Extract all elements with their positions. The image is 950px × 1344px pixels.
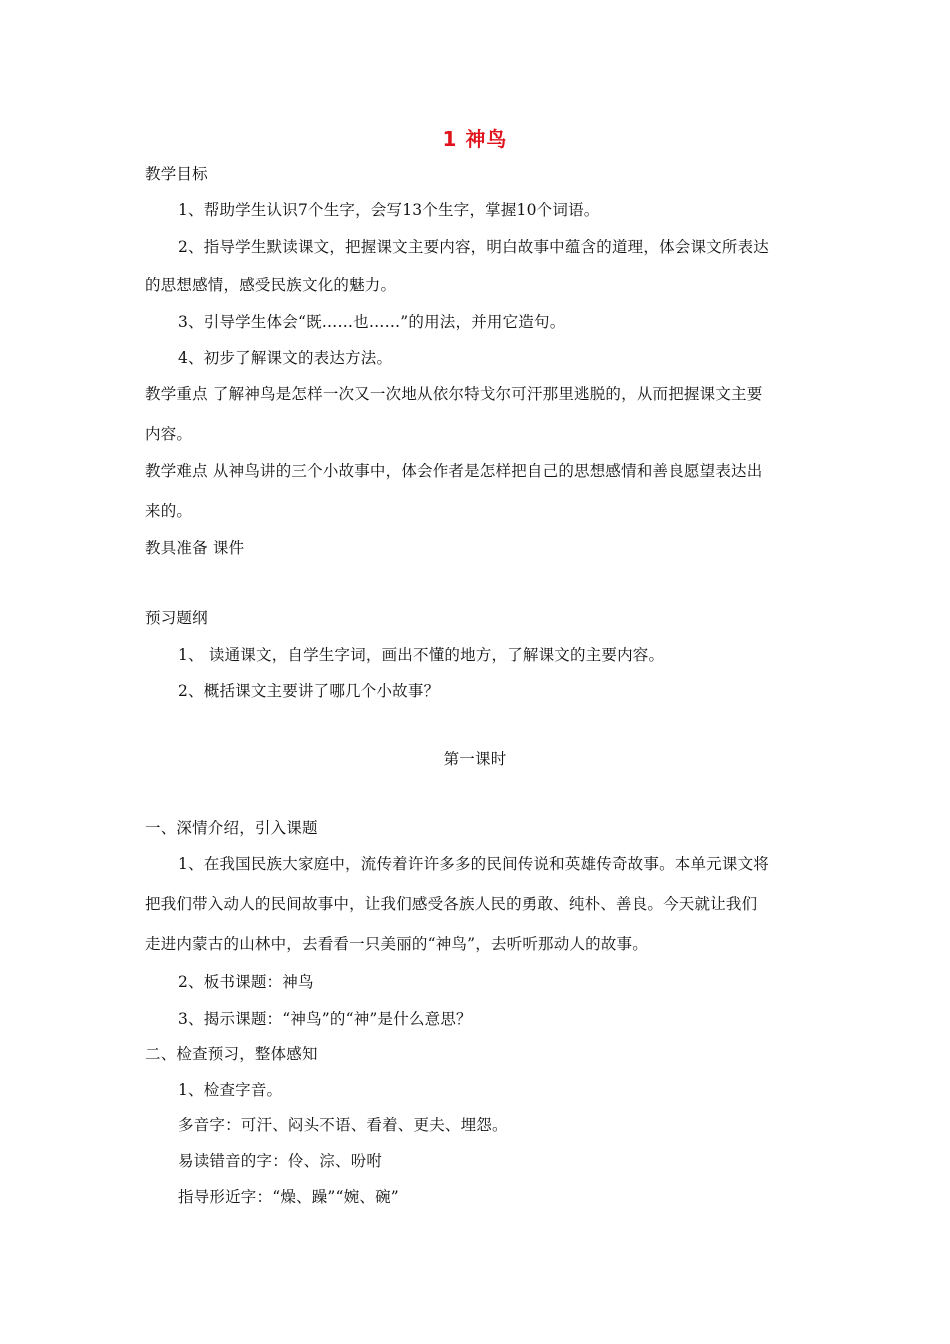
preview-heading: 预习题纲	[145, 609, 208, 627]
section-1-item-3: 3、揭示课题：“神鸟”的“神”是什么意思？	[178, 1010, 472, 1028]
section-1-item-1-line-1: 1、在我国民族大家庭中，流传着许许多多的民间传说和英雄传奇故事。本单元课文将	[178, 855, 769, 873]
preview-item-1: 1、 读通课文，自学生字词，画出不懂的地方，了解课文的主要内容。	[178, 646, 665, 664]
section-1-heading: 一、深情介绍，引入课题	[145, 819, 318, 837]
preview-item-2: 2、概括课文主要讲了哪几个小故事？	[178, 682, 440, 700]
section-2-item-1: 1、检查字音。	[178, 1081, 283, 1099]
lesson-heading: 第一课时	[443, 750, 507, 768]
difficulty-line-2: 来的。	[145, 502, 193, 520]
section-1-item-1-line-3: 走进内蒙古的山林中，去看看一只美丽的“神鸟”，去听听那动人的故事。	[145, 935, 648, 953]
key-point-line-2: 内容。	[145, 425, 193, 443]
similar-chars-line: 指导形近字：“燥、躁”“婉、碗”	[178, 1188, 399, 1206]
misread-chars-line: 易读错音的字：伶、淙、吩咐	[178, 1152, 383, 1170]
key-point-line-1: 教学重点 了解神鸟是怎样一次又一次地从依尔特戈尔可汗那里逃脱的，从而把握课文主要	[145, 385, 763, 403]
goal-item-1: 1、帮助学生认识7个生字，会写13个生字，掌握10个词语。	[178, 201, 600, 219]
section-2-heading: 二、检查预习，整体感知	[145, 1045, 318, 1063]
section-1-item-2: 2、板书课题：神鸟	[178, 973, 314, 991]
goal-item-3: 3、引导学生体会“既……也……”的用法，并用它造句。	[178, 313, 566, 331]
goal-item-2-line-1: 2、指导学生默读课文，把握课文主要内容，明白故事中蕴含的道理，体会课文所表达	[178, 238, 769, 256]
goal-item-4: 4、初步了解课文的表达方法。	[178, 349, 393, 367]
goal-item-2-line-2: 的思想感情，感受民族文化的魅力。	[145, 276, 397, 294]
goals-heading: 教学目标	[145, 165, 208, 183]
section-1-item-1-line-2: 把我们带入动人的民间故事中，让我们感受各族人民的勇敢、纯朴、善良。今天就让我们	[145, 895, 758, 913]
document-title: 1 神鸟	[442, 127, 508, 151]
difficulty-line-1: 教学难点 从神鸟讲的三个小故事中，体会作者是怎样把自己的思想感情和善良愿望表达出	[145, 462, 763, 480]
polyphones-line: 多音字：可汗、闷头不语、看着、更夫、埋怨。	[178, 1116, 508, 1134]
materials: 教具准备 课件	[145, 539, 245, 557]
